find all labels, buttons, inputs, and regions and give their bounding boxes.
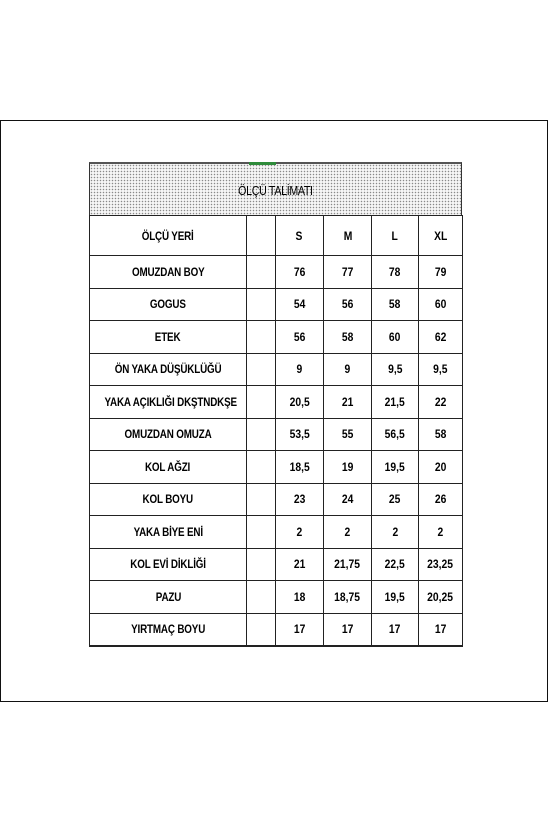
measurement-label: GOGUS — [150, 297, 186, 312]
measurement-value-cell — [324, 386, 372, 419]
size-label: M — [343, 228, 352, 243]
measurement-value: 20,5 — [289, 394, 310, 409]
measurement-value-cell — [372, 256, 419, 289]
table-row — [90, 256, 463, 289]
measurement-label-cell — [90, 483, 247, 516]
measurement-label-cell — [90, 386, 247, 419]
measurement-label: ÖN YAKA DÜŞÜKLÜĞÜ — [114, 362, 222, 377]
measurement-value-cell — [419, 353, 463, 386]
measurement-value-cell — [324, 256, 372, 289]
measurement-value: 21,5 — [384, 394, 406, 409]
blank-cell — [247, 256, 276, 289]
measurement-value-cell — [324, 483, 372, 516]
measurement-value: 76 — [293, 264, 306, 279]
measurement-value: 2 — [392, 524, 398, 539]
measurement-label: ETEK — [155, 329, 181, 344]
measurement-value: 62 — [434, 329, 447, 344]
measurement-label: YIRTMAÇ BOYU — [130, 622, 206, 637]
measurement-value-cell — [324, 288, 372, 321]
measurement-value-cell — [372, 321, 419, 354]
table-row — [90, 288, 463, 321]
measurement-value: 23,25 — [427, 557, 454, 572]
measurement-value: 58 — [389, 297, 401, 312]
table-row — [90, 548, 463, 581]
measurement-value: 19,5 — [384, 589, 406, 604]
measurement-label-cell — [90, 418, 247, 451]
measurement-value-cell — [276, 386, 324, 419]
measurement-value-cell — [276, 288, 324, 321]
measurement-value: 22 — [434, 394, 447, 409]
measurement-value-cell — [372, 288, 419, 321]
measurement-value-cell — [419, 581, 463, 614]
measurement-value-cell — [419, 386, 463, 419]
measurement-value-cell — [419, 256, 463, 289]
measurement-label-cell — [90, 353, 247, 386]
measurement-value-cell — [419, 483, 463, 516]
measurement-value-cell — [276, 581, 324, 614]
measurement-value-cell — [372, 483, 419, 516]
measurement-value-cell — [276, 321, 324, 354]
measurement-value: 20 — [434, 459, 447, 474]
measurement-value: 17 — [434, 622, 447, 637]
measurement-value-cell — [276, 548, 324, 581]
header-size-s — [276, 216, 324, 256]
measurement-value: 19 — [341, 459, 354, 474]
measurement-label-cell — [90, 548, 247, 581]
measurement-value-cell — [276, 418, 324, 451]
header-label-cell — [90, 216, 247, 256]
measurement-value-cell — [372, 548, 419, 581]
header-size-xl — [419, 216, 463, 256]
table-row — [90, 483, 463, 516]
size-label: L — [391, 228, 399, 243]
measurement-value-cell — [372, 581, 419, 614]
measurement-value-cell — [419, 418, 463, 451]
measurement-value: 23 — [293, 492, 306, 507]
measurement-value: 18,5 — [289, 459, 310, 474]
measurement-label-cell — [90, 581, 247, 614]
blank-cell — [247, 353, 276, 386]
blank-cell — [247, 548, 276, 581]
measurement-value: 21 — [341, 394, 354, 409]
measurement-value-cell — [372, 418, 419, 451]
blank-cell — [247, 386, 276, 419]
table-row — [90, 386, 463, 419]
measurement-value: 24 — [341, 492, 354, 507]
header-blank-cell — [247, 216, 276, 256]
header-size-m — [324, 216, 372, 256]
measurement-value: 60 — [389, 329, 401, 344]
size-label: S — [296, 228, 303, 243]
blank-cell — [247, 581, 276, 614]
table-row — [90, 613, 463, 646]
measurement-value: 25 — [389, 492, 401, 507]
measurement-value-cell — [276, 613, 324, 646]
measurement-value-cell — [276, 483, 324, 516]
measurement-label: KOL EVİ DİKLİĞİ — [130, 557, 206, 572]
blank-cell — [247, 321, 276, 354]
measurement-value: 9 — [344, 362, 351, 377]
table-title: ÖLÇÜ TALİMATI — [238, 183, 313, 198]
blank-cell — [247, 418, 276, 451]
measurement-label: OMUZDAN OMUZA — [124, 427, 212, 442]
header-row — [90, 216, 463, 256]
measurement-value-cell — [372, 516, 419, 549]
table-row — [90, 353, 463, 386]
table-row — [90, 451, 463, 484]
size-chart — [89, 162, 462, 652]
measurement-value: 26 — [434, 492, 447, 507]
measurement-value: 9,5 — [387, 362, 403, 377]
measurement-value-cell — [372, 613, 419, 646]
measurement-value-cell — [372, 353, 419, 386]
size-table — [89, 215, 463, 647]
measurement-label: KOL BOYU — [142, 492, 194, 507]
measurement-value: 56 — [293, 329, 306, 344]
cell-selection-marker — [249, 162, 276, 165]
measurement-label-cell — [90, 613, 247, 646]
measurement-value: 2 — [344, 524, 351, 539]
measurement-label-cell — [90, 288, 247, 321]
blank-cell — [247, 483, 276, 516]
measurement-value: 2 — [296, 524, 303, 539]
measurement-value: 56 — [341, 297, 354, 312]
measurement-label: OMUZDAN BOY — [131, 264, 205, 279]
measurement-value: 77 — [341, 264, 354, 279]
size-label: XL — [433, 228, 448, 243]
measurement-label: YAKA BİYE ENİ — [133, 524, 203, 539]
measurement-value: 17 — [389, 622, 401, 637]
measurement-value: 17 — [293, 622, 306, 637]
measurement-value: 22,5 — [384, 557, 406, 572]
measurement-value: 55 — [341, 427, 354, 442]
measurement-label-cell — [90, 321, 247, 354]
measurement-value: 21 — [293, 557, 306, 572]
measurement-value-cell — [324, 613, 372, 646]
measurement-value: 58 — [341, 329, 354, 344]
blank-cell — [247, 451, 276, 484]
measurement-label: KOL AĞZI — [145, 459, 191, 474]
measurement-label-cell — [90, 516, 247, 549]
measurement-value-cell — [324, 418, 372, 451]
measurement-value-cell — [419, 451, 463, 484]
table-row — [90, 581, 463, 614]
measurement-value: 53,5 — [289, 427, 310, 442]
measurement-value-cell — [419, 548, 463, 581]
measurement-value-cell — [372, 451, 419, 484]
measurement-value-cell — [324, 353, 372, 386]
measurement-value-cell — [419, 288, 463, 321]
measurement-value-cell — [419, 516, 463, 549]
measurement-value-cell — [276, 353, 324, 386]
measurement-value: 20,25 — [427, 589, 454, 604]
measurement-value-cell — [419, 321, 463, 354]
measurement-label-cell — [90, 451, 247, 484]
measurement-value-cell — [324, 451, 372, 484]
measurement-value-cell — [324, 548, 372, 581]
measurement-value: 9 — [296, 362, 303, 377]
measurement-value-cell — [276, 451, 324, 484]
measurement-value-cell — [324, 321, 372, 354]
measurement-value: 56,5 — [384, 427, 406, 442]
measurement-value: 9,5 — [433, 362, 448, 377]
header-size-l — [372, 216, 419, 256]
measurement-value: 79 — [434, 264, 447, 279]
table-row — [90, 321, 463, 354]
measurement-value: 54 — [293, 297, 306, 312]
measurement-value: 78 — [389, 264, 401, 279]
measurement-value-cell — [372, 386, 419, 419]
size-table-body — [90, 216, 463, 647]
title-bar — [89, 162, 462, 215]
measurement-value: 58 — [434, 427, 447, 442]
measurement-label: PAZU — [155, 589, 181, 604]
measurement-value: 19,5 — [384, 459, 406, 474]
measurement-value: 21,75 — [334, 557, 361, 572]
measurement-value-cell — [276, 516, 324, 549]
blank-cell — [247, 288, 276, 321]
measurement-label-cell — [90, 256, 247, 289]
blank-cell — [247, 516, 276, 549]
header-label: ÖLÇÜ YERİ — [142, 228, 194, 243]
table-row — [90, 418, 463, 451]
measurement-value-cell — [276, 256, 324, 289]
measurement-value-cell — [324, 516, 372, 549]
measurement-value-cell — [324, 581, 372, 614]
measurement-value: 18,75 — [334, 589, 361, 604]
measurement-value: 2 — [437, 524, 444, 539]
table-row — [90, 516, 463, 549]
measurement-value-cell — [419, 613, 463, 646]
blank-cell — [247, 613, 276, 646]
measurement-value: 18 — [293, 589, 306, 604]
measurement-value: 60 — [434, 297, 447, 312]
measurement-value: 17 — [341, 622, 354, 637]
measurement-label: YAKA AÇIKLIĞI DKŞTNDKŞE — [104, 394, 237, 409]
